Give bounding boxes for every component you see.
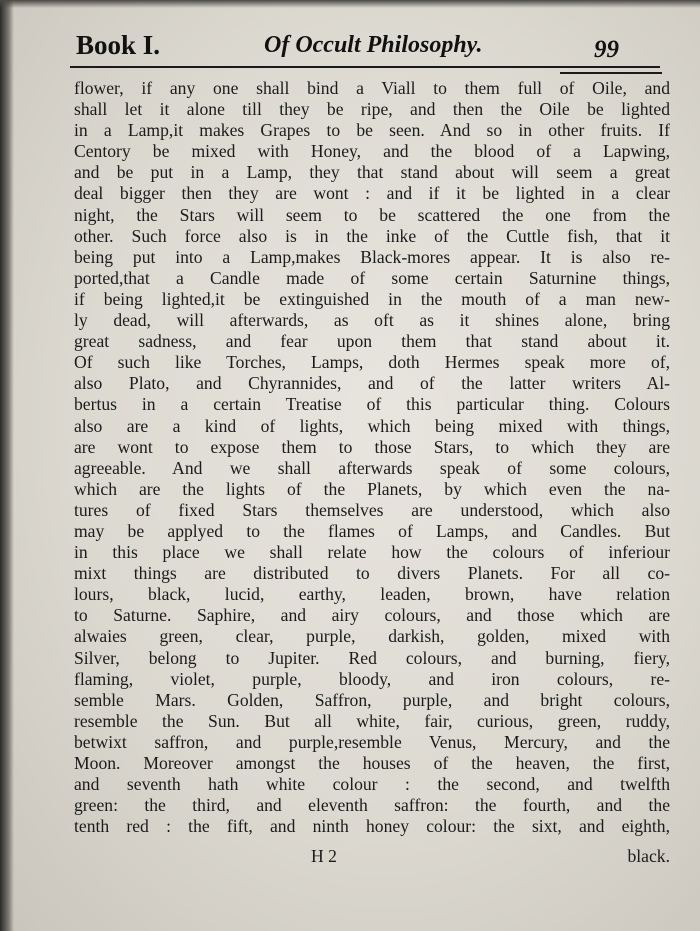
signature-mark: H 2 [311,846,337,866]
text-line: agreeable. And we shall afterwards speak of some colours, [74,457,670,478]
text-line: great sadness, and fear upon them that stand about it. [74,331,670,352]
text-line: betwixt saffron, and purple,resemble Venus, Mercury, and the [74,731,670,752]
text-line: semble Mars. Golden, Saffron, purple, and bright colours, [74,689,670,710]
text-line: in this place we shall relate how the colours of inferiour [74,542,670,563]
running-header [72,26,662,66]
text-line: to Saturne. Saphire, and airy colours, and those which are [74,605,670,626]
text-line: bertus in a certain Treatise of this particular thing. Colours [74,394,670,415]
text-line: shall let it alone till they be ripe, and then the Oile be lighted [74,99,670,120]
text-line: also are a kind of lights, which being mixed with things, [74,415,670,436]
text-line: alwaies green, clear, purple, darkish, golden, mixed with [74,626,670,647]
text-line: Moon. Moreover amongst the houses of the heaven, the first, [74,753,670,773]
text-line: ly dead, will afterwards, as oft as it shines alone, bring [74,310,670,331]
text-line: are wont to expose them to those Stars, to which they are [74,436,670,457]
text-line: if being lighted,it be extinguished in the mouth of a man new- [74,288,670,309]
body-text [74,78,670,837]
text-line: Of such like Torches, Lamps, doth Hermes speak more of, [74,352,670,373]
text-line: Centory be mixed with Honey, and the blood of a Lapwing, [74,141,670,162]
text-line: in a Lamp,it makes Grapes to be seen. And so in other fruits. If [74,120,670,141]
running-title: Of Occult Philosophy. [264,32,483,58]
page-top-shadow [0,0,700,8]
text-line: being put into a Lamp,makes Black-mores appear. It is also re- [74,246,670,267]
text-line: also Plato, and Chyrannides, and of the latter writers Al- [74,373,670,394]
header-rule-short [560,72,662,74]
book-label: Book I. [76,30,161,60]
page-edge-shadow [0,0,14,931]
page-footer [74,846,670,868]
text-line: tures of fixed Stars themselves are understood, which also [74,499,670,520]
text-line: night, the Stars will seem to be scattered the one from the [74,204,670,225]
text-line: may be applyed to the flames of Lamps, and Candles. But [74,520,670,541]
text-line: ported,that a Candle made of some certain Saturnine things, [74,267,670,288]
text-line: tenth red : the fift, and ninth honey colour: the sixt, and eighth, [74,816,670,837]
text-line: flower, if any one shall bind a Viall to them full of Oile, and [74,78,670,98]
text-line: other. Such force also is in the inke of the Cuttle fish, that it [74,225,670,246]
text-line: resemble the Sun. But all white, fair, curious, green, ruddy, [74,710,670,731]
text-line: which are the lights of the Planets, by which even the na- [74,478,670,499]
text-line: flaming, violet, purple, bloody, and iron colours, re- [74,668,670,689]
text-line: deal bigger then they are wont : and if it be lighted in a clear [74,183,670,204]
catchword: black. [627,846,670,866]
text-line: green: the third, and eleventh saffron: the fourth, and the [74,795,670,816]
text-line: lours, black, lucid, earthy, leaden, brown, have relation [74,584,670,605]
text-line: and seventh hath white colour : the second, and twelfth [74,774,670,795]
header-rule [70,66,660,68]
page-number: 99 [594,36,619,63]
text-line: and be put in a Lamp, they that stand about will seem a great [74,162,670,183]
text-line: Silver, belong to Jupiter. Red colours, and burning, fiery, [74,647,670,668]
text-line: mixt things are distributed to divers Planets. For all co- [74,563,670,584]
